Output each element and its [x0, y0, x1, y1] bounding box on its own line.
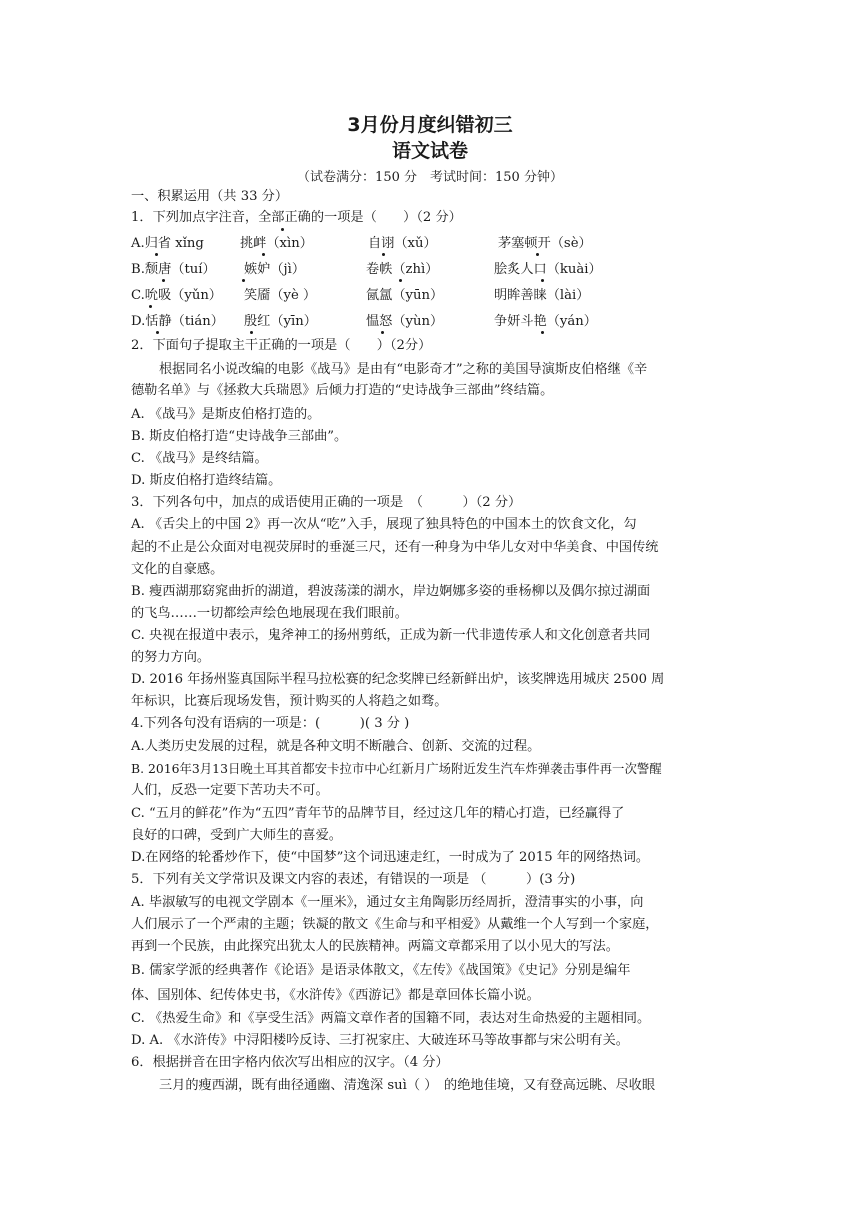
q1-b3: 卷帙（zhì） — [366, 262, 439, 277]
emphasis-dot — [281, 228, 284, 231]
q2-option-c: C. 《战马》是终结篇。 — [131, 451, 268, 466]
q3-text: 文化的自豪感。 — [131, 562, 224, 577]
emphasis-dot — [162, 279, 165, 282]
q3-text: 的飞鸟……一切都绘声绘色地展现在我们眼前。 — [131, 606, 408, 621]
q4-text: 人们，反恐一定要下苦功夫不可。 — [131, 783, 329, 798]
section-heading: 一、积累运用（共 33 分） — [131, 189, 289, 204]
emphasis-dot — [541, 279, 544, 282]
q4-text: C. “五月的鲜花”作为“五四”青年节的品牌节目，经过这几年的精心打造，已经赢得了 — [131, 806, 625, 821]
q4-text: B. 2016年3月13日晚土耳其首都安卡拉市中心红新月广场附近发生汽车炸弹袭击事件再一次警醒 — [131, 761, 662, 776]
q5-text: B. 儒家学派的经典著作《论语》是语录体散文，《左传》《战国策》《史记》分别是编年 — [131, 963, 631, 978]
emphasis-dot — [156, 331, 159, 334]
q1-c3: 氤氲（yūn） — [366, 288, 444, 303]
q1-stem: 1．下列加点字注音，全部正确的一项是（ ）（2 分） — [131, 210, 462, 225]
q6-passage: 三月的瘦西湖，既有曲径通幽、清逸深 suì（ ） 的绝地佳境，又有登高远眺、尽收眼 — [159, 1078, 656, 1093]
q1-a3: 自诩（xǔ） — [368, 236, 437, 251]
q1-d3: 愠怒（yùn） — [366, 314, 444, 329]
q1-d2: 殷红（yīn） — [244, 314, 317, 329]
q5-text: C. 《热爱生命》和《享受生活》两篇文章作者的国籍不同，表达对生命热爱的主题相同。 — [131, 1011, 651, 1026]
emphasis-dot — [399, 279, 402, 282]
q1-d1: D.恬静（tián） — [131, 314, 224, 329]
emphasis-dot — [541, 331, 544, 334]
q1-a2: 挑衅（xìn） — [240, 236, 313, 251]
q5-text: D. A. 《水浒传》中浔阳楼吟反诗、三打祝家庄、大破连环马等故事都与宋公明有关。 — [131, 1033, 629, 1048]
q1-a4: 茅塞顿开（sè） — [498, 236, 592, 251]
q2-passage: 根据同名小说改编的电影《战马》是由有“电影奇才”之称的美国导演斯皮伯格继《辛 — [159, 362, 648, 377]
emphasis-dot — [242, 279, 245, 282]
exam-title: 3月份月度纠错初三 — [347, 114, 513, 136]
emphasis-dot — [381, 331, 384, 334]
q3-text: A. 《舌尖上的中国 2》再一次从“吃”入手，展现了独具特色的中国本土的饮食文化，勾 — [131, 517, 637, 532]
q1-b2: 嫉妒（jì） — [244, 262, 306, 277]
q5-text: 体、国别体、纪传体史书，《水浒传》《西游记》都是章回体长篇小说。 — [131, 988, 540, 1003]
q6-stem: 6．根据拼音在田字格内依次写出相应的汉字。（4 分） — [131, 1055, 449, 1070]
q3-stem: 3．下列各句中，加点的成语使用正确的一项是 （ ）（2 分） — [131, 495, 522, 510]
q5-text: 人们展示了一个严肃的主题；铁凝的散文《生命与和平相爱》从戴维一个人写到一个家庭， — [131, 917, 659, 932]
q3-text: 起的不止是公众面对电视荧屏时的垂涎三尺，还有一种身为中华儿女对中华美食、中国传统 — [131, 540, 659, 555]
exam-info: （试卷满分：150 分 考试时间：150 分钟） — [297, 170, 563, 185]
emphasis-dot — [536, 253, 539, 256]
q4-text: A.人类历史发展的过程，就是各种文明不断融合、创新、交流的过程。 — [131, 739, 541, 754]
emphasis-dot — [149, 305, 152, 308]
q1-d4: 争妍斗艳（yán） — [494, 314, 597, 329]
q1-c1: C.吮吸（yǔn） — [131, 288, 222, 303]
emphasis-dot — [262, 253, 265, 256]
q4-stem: 4.下列各句没有语病的一项是：( )( 3 分 ) — [131, 716, 410, 731]
q3-text: 的努力方向。 — [131, 650, 211, 665]
q2-passage: 德勒名单》与《拯救大兵瑞恩》后倾力打造的“史诗战争三部曲”终结篇。 — [131, 383, 554, 398]
q2-option-d: D. 斯皮伯格打造终结篇。 — [131, 473, 282, 488]
q5-text: 再到一个民族，由此探究出犹太人的民族精神。两篇文章都采用了以小见大的写法。 — [131, 939, 619, 954]
q1-c2: 笑靥（yè ） — [244, 288, 317, 303]
q3-text: 年标识，比赛后现场发售，预计购买的人将趋之如骛。 — [131, 694, 448, 709]
q4-text: 良好的口碑，受到广大师生的喜爱。 — [131, 828, 342, 843]
q2-stem: 2．下面句子提取主干正确的一项是（ ）（2分） — [131, 338, 432, 353]
exam-subject: 语文试卷 — [391, 140, 468, 162]
q1-c4: 明眸善睐（lài） — [494, 288, 590, 303]
q5-stem: 5．下列有关文学常识及课文内容的表述，有错误的一项是 （ ）(3 分) — [131, 872, 576, 887]
q2-option-b: B. 斯皮伯格打造“史诗战争三部曲”。 — [131, 429, 348, 444]
q1-b4: 脍炙人口（kuài） — [494, 262, 602, 277]
emphasis-dot — [382, 253, 385, 256]
q1-b1: B.颓唐（tuí） — [131, 262, 216, 277]
q1-a1: A.归省 xǐng — [131, 236, 204, 251]
q3-text: D. 2016 年扬州鉴真国际半程马拉松赛的纪念奖牌已经新鲜出炉，该奖牌选用城庆 2500 周 — [131, 672, 665, 687]
emphasis-dot — [250, 331, 253, 334]
q4-text: D.在网络的轮番炒作下，使“中国梦”这个词迅速走红，一时成为了 2015 年的网络热词。 — [131, 850, 650, 865]
q3-text: B. 瘦西湖那窈窕曲折的湖道，碧波荡漾的湖水，岸边婀娜多姿的垂杨柳以及偶尔掠过湖面 — [131, 584, 651, 599]
q5-text: A. 毕淑敏写的电视文学剧本《一厘米》，通过女主角陶影历经周折，澄清事实的小事，向 — [131, 895, 644, 910]
q2-option-a: A. 《战马》是斯皮伯格打造的。 — [131, 407, 321, 422]
emphasis-dot — [155, 253, 158, 256]
q3-text: C. 央视在报道中表示，鬼斧神工的扬州剪纸，正成为新一代非遗传承人和文化创意者共同 — [131, 628, 651, 643]
